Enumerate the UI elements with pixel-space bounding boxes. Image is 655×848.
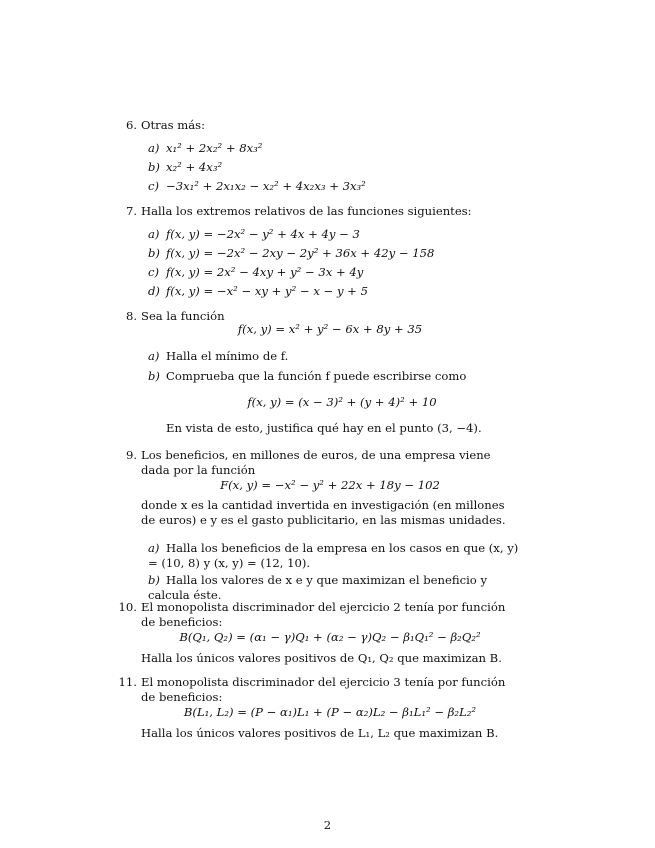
list-item: d) f(x, y) = −x² − xy + y² − x − y + 5 — [148, 284, 368, 298]
list-item: a) Halla el mínimo de f. — [148, 349, 289, 363]
exercise-text: El monopolista discriminador del ejercicio 2 tenía por función de beneficios: — [141, 600, 506, 629]
display-equation: B(Q₁, Q₂) = (α₁ − γ)Q₁ + (α₂ − γ)Q₂ − β₁Q₁² − β₂Q₂² — [179, 630, 481, 644]
exercise-text: El monopolista discriminador del ejercicio 3 tenía por función de beneficios: — [141, 675, 506, 704]
exercise-number: 11. — [118, 675, 137, 689]
paragraph: Halla los únicos valores positivos de L₁, L₂ que maximizan B. — [141, 726, 499, 740]
exercise-text: Sea la función — [141, 309, 225, 323]
display-equation: f(x, y) = x² + y² − 6x + 8y + 35 — [237, 322, 423, 336]
paragraph: Halla los únicos valores positivos de Q₁, Q₂ que maximizan B. — [141, 651, 502, 665]
display-equation: B(L₁, L₂) = (P − α₁)L₁ + (P − α₂)L₂ − β₁L₁² − β₂L₂² — [183, 705, 477, 719]
display-equation: F(x, y) = −x² − y² + 22x + 18y − 102 — [220, 478, 440, 492]
display-equation: f(x, y) = (x − 3)² + (y + 4)² + 10 — [247, 395, 437, 409]
page-number: 2 — [323, 818, 332, 832]
list-item: a) x₁² + 2x₂² + 8x₃² — [148, 141, 263, 155]
list-item: b) Halla los valores de x e y que maximizan el beneficio y calcula éste. — [148, 573, 487, 602]
exercise-number: 10. — [118, 600, 137, 614]
exercise-number: 9. — [125, 448, 137, 462]
list-item: c) −3x₁² + 2x₁x₂ − x₂² + 4x₂x₃ + 3x₃² — [148, 179, 366, 193]
exercise-text: Halla los extremos relativos de las funciones siguientes: — [141, 204, 472, 218]
paragraph: donde x es la cantidad invertida en investigación (en millones de euros) e y es el gasto publicitario, en las mismas unidades. — [141, 498, 506, 527]
exercise-text: Los beneficios, en millones de euros, de una empresa viene dada por la función — [141, 448, 491, 477]
list-item: a) f(x, y) = −2x² − y² + 4x + 4y − 3 — [148, 227, 360, 241]
exercise-number: 6. — [125, 118, 137, 132]
list-item: a) Halla los beneficios de la empresa en los casos en que (x, y) = (10, 8) y (x, y) = (12, 10). — [148, 541, 519, 570]
exercise-number: 8. — [125, 309, 137, 323]
list-item: b) x₂² + 4x₃² — [148, 160, 223, 174]
exercise-number: 7. — [125, 204, 137, 218]
exercise-text: Otras más: — [141, 118, 206, 132]
list-item: c) f(x, y) = 2x² − 4xy + y² − 3x + 4y — [148, 265, 364, 279]
paragraph: En vista de esto, justifica qué hay en el punto (3, −4). — [166, 421, 482, 435]
list-item: b) f(x, y) = −2x² − 2xy − 2y² + 36x + 42y − 158 — [148, 246, 435, 260]
list-item: b) Comprueba que la función f puede escribirse como — [148, 369, 467, 383]
